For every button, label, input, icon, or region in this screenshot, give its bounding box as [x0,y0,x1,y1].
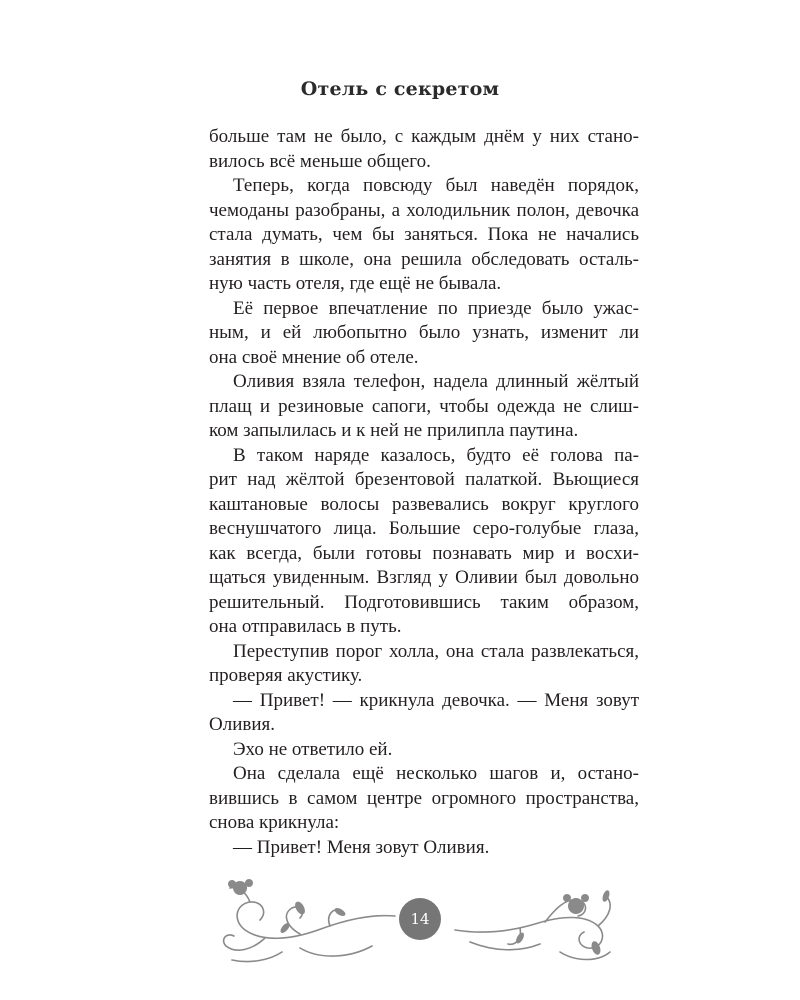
text-line: Оливия взяла телефон, надела длинный жёлтый [233,371,639,392]
text-line: она отправилась в путь. [209,616,402,637]
text-line: Оливия. [209,714,275,735]
text-line: щаться увиденным. Взгляд у Оливии был довольно [209,567,639,588]
text-line: В таком наряде казалось, будто её голова па- [233,444,639,466]
text-line: Теперь, когда повсюду был наведён порядок, [233,175,639,196]
text-line: как всегда, были готовы познавать мир и восхи- [209,542,639,564]
text-line: проверяя акустику. [209,665,363,686]
text-line: вилось всё меньше общего. [209,150,431,172]
text-line: веснушчатого лица. Большие серо-голубые глаза, [209,518,639,539]
running-head-title: Отель с секретом [300,78,500,100]
text-line: рит над жёлтой брезентовой палаткой. Вьющиеся [209,469,639,490]
page-number-badge: 14 [399,898,441,940]
text-line: больше там не было, с каждым днём у них стано- [209,126,639,147]
text-line: она своё мнение об отеле. [209,346,419,368]
text-line: занятия в школе, она решила обследовать осталь- [209,248,639,270]
text-line: Она сделала ещё несколько шагов и, остано- [233,763,639,784]
text-line: Эхо не ответило ей. [233,738,393,760]
text-line: Переступив порог холла, она стала развлекаться, [233,640,639,662]
text-line: ком запылилась и к ней не прилипла паутина. [209,420,579,441]
text-line: — Привет! — крикнула девочка. — Меня зовут [233,689,639,711]
text-line: — Привет! Меня зовут Оливия. [233,836,490,858]
text-line: снова крикнула: [209,812,340,833]
text-line: вившись в самом центре огромного пространства, [209,787,639,809]
text-line: ную часть отеля, где ещё не бывала. [209,273,502,294]
text-line: ным, и ей любопытно было узнать, изменит ли [209,322,639,343]
text-line: плащ и резиновые сапоги, чтобы одежда не слиш- [209,395,639,417]
text-line: стала думать, чем бы заняться. Пока не начались [209,224,639,245]
body-text [209,125,639,860]
text-line: Её первое впечатление по приезде было ужас- [233,297,639,319]
text-line: каштановые волосы развевались вокруг круглого [209,493,639,515]
text-line: чемоданы разобраны, а холодильник полон, девочка [209,199,639,221]
text-line: решительный. Подготовившись таким образом, [209,591,639,613]
